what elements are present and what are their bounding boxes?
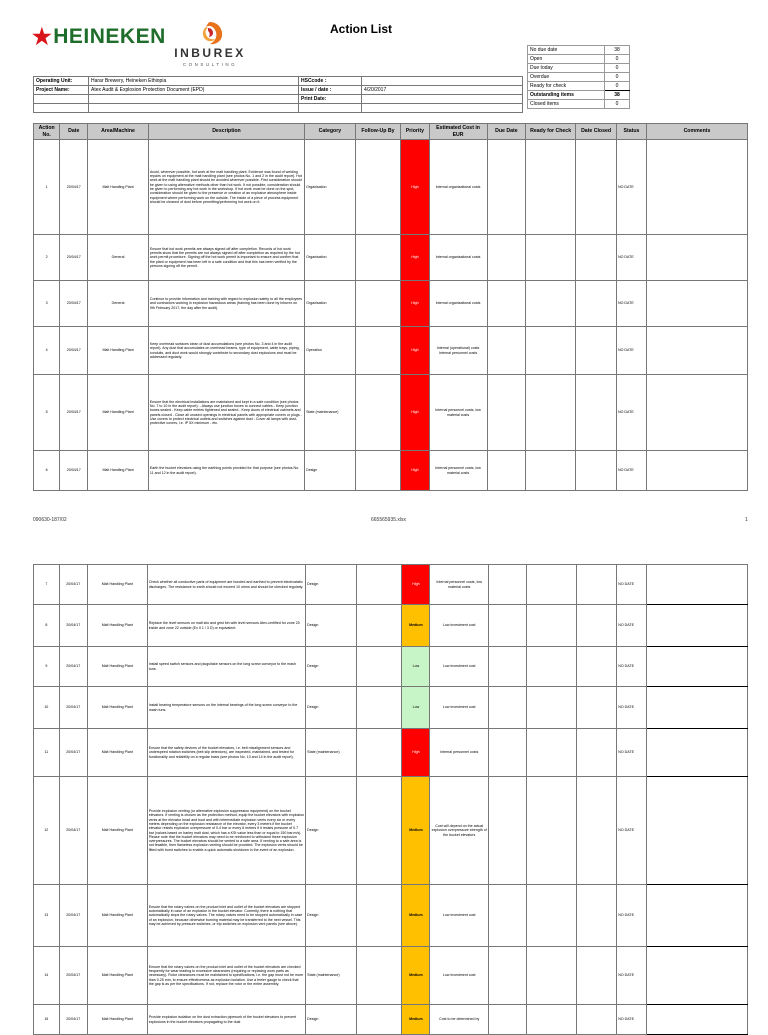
action-date: 20/04/17	[59, 777, 87, 885]
action-date: 20/04/17	[59, 565, 87, 605]
action-description: Continue to provide information and training with regard to explosion safety to all the employees and contractors working in explosion hazardous areas (training has been done by Inburex on 9th February 2017, the day after the audit).	[148, 281, 304, 327]
action-number: 6	[34, 451, 60, 491]
date-closed	[576, 451, 617, 491]
project-name-label: Project Name:	[34, 86, 89, 95]
follow-up-by	[355, 327, 401, 375]
follow-up-by	[357, 885, 402, 947]
action-priority: Medium	[402, 885, 430, 947]
estimated-cost: Internal (operational) costs Internal personnel costs	[429, 327, 487, 375]
action-priority: High	[401, 375, 429, 451]
inburex-logo-subtext: CONSULTING	[182, 62, 238, 67]
area-machine: Malt Handling Plant	[87, 885, 147, 947]
column-header: Due Date	[487, 124, 526, 140]
status-summary-row	[528, 64, 630, 73]
ready-for-check	[526, 281, 576, 327]
action-date: 20/04/17	[59, 687, 87, 729]
follow-up-by	[357, 729, 402, 777]
action-category: Design	[306, 565, 357, 605]
date-closed	[576, 327, 617, 375]
issue-date-value: 4/20/2017	[362, 86, 523, 95]
action-description: Ensure that the rotary valves on the product inlet and outlet of the bucket elevators are stopped automatically in case of an explosion in the bucket elevator. Currently, there is nothing that automatically stops the rotary valves. The rotary valves need to be stopped automatically in case of an explosion, because otherwise burning material may be transferred to the next vessel. This may be achieved by pressure switches, or trip switches on explosion vent panels (see above).	[147, 885, 305, 947]
area-machine: Malt Handling Plant	[87, 1005, 147, 1035]
ready-for-check	[527, 777, 577, 885]
ready-for-check	[526, 327, 576, 375]
date-closed	[576, 729, 616, 777]
action-status: NO DATE	[617, 281, 647, 327]
action-description: Ensure that the safety devices of the bucket elevators, i.e. belt misalignment sensors and underspeed rotation switches (belt slip detectors), are inspected, maintained, and tested for functionality and reliability on a regular basis (see photos No. 13 and 14 in the audit report).	[147, 729, 305, 777]
comments	[646, 375, 747, 451]
table-row	[34, 451, 748, 491]
action-priority: Medium	[402, 605, 430, 647]
action-description: Check whether all conductive parts of equipment are bonded and earthed to prevent electrostatic discharges. The resistance to earth should not exceed 10 ohms and should be checked regularly.	[147, 565, 305, 605]
table-row	[34, 327, 748, 375]
due-date	[487, 235, 526, 281]
action-status: NO DATE	[617, 235, 647, 281]
action-date: 20/04/17	[59, 729, 87, 777]
table-row	[34, 885, 748, 947]
action-description: Provide explosion venting (or alternative explosion suppression equipment) on the bucket elevators. If venting is chosen as the protection method, equip the bucket elevators with explosion vents at the elevator head and boot and with intermediate explosion vents every six or every meters depending on the explosion resistance of the elevator, every 3 meters if the bucket elevator resists explosion overpressure of 0.4 bar or every 6 meters if it resists pressure of 0.7 bar (values based on barley malt dust, which has a KSt value less than or equal to 150 bar.m/s). Please note that the bucket elevators may need to be reinforced to withstand these explosion overpressures. The bucket elevators should be vented to a safe area. If venting to a safe area is not feasible, then flameless explosion venting should be provided. The explosion vents should be fitted with burst switches to enable a quick automatic shutdown in the event of an explosion.	[147, 777, 305, 885]
due-date	[488, 647, 526, 687]
table-row	[34, 565, 748, 605]
action-priority: High	[401, 451, 429, 491]
action-description: Ensure that the electrical installations are maintained and kept in a safe condition (see photos No. 7 to 10 in the audit report): - Always use junction boxes to connect cables - Keep junction boxes sealed - Keep cable entries tightened and sealed - Keep doors of electrical cabinets and panels closed - Close all unused openings in electrical panels with appropriate covers or plugs - Use covers to protect electrical outlets and switches against dust - Cover all lamps with dust-protective covers, i.e. IP 5X minimum - etc.	[148, 375, 304, 451]
ready-for-check	[527, 647, 577, 687]
footer-filename: 665565935.xlsx	[371, 517, 407, 523]
action-number: 2	[34, 235, 60, 281]
table-row	[34, 235, 748, 281]
date-closed	[576, 605, 616, 647]
estimated-cost: Low investment cost	[430, 687, 488, 729]
table-row	[34, 605, 748, 647]
action-category: Organisation	[305, 235, 356, 281]
due-date	[487, 451, 526, 491]
action-description: Ensure that hot work permits are always signed off after completion. Records of hot work permits show that the permits are not always signed off after completion as required by the hot work permit procedure. Signing off the hot work permit is important to ensure and confirm that the plant or equipment has been left in a safe condition and that this has been verified by the persons signing off the permit.	[148, 235, 304, 281]
project-info-table	[33, 76, 523, 113]
action-date: 20/04/17	[60, 375, 88, 451]
date-closed	[576, 777, 616, 885]
action-number: 7	[34, 565, 60, 605]
action-category: State (maintenance)	[306, 947, 357, 1005]
status-summary-table	[527, 45, 630, 109]
action-number: 14	[34, 947, 60, 1005]
action-status: NO DATE	[617, 885, 647, 947]
estimated-cost: Internal personnel costs, low material costs	[429, 451, 487, 491]
estimated-cost: Internal organisational costs	[429, 281, 487, 327]
action-number: 8	[34, 605, 60, 647]
comments	[647, 777, 748, 885]
ready-for-check	[527, 1005, 577, 1035]
table-row	[34, 947, 748, 1005]
due-date	[488, 1005, 526, 1035]
action-status: NO DATE	[617, 1005, 647, 1035]
follow-up-by	[357, 605, 402, 647]
action-priority: Medium	[402, 947, 430, 1005]
estimated-cost: Internal personnel costs	[430, 729, 488, 777]
due-date	[488, 777, 526, 885]
table-row	[34, 1005, 748, 1035]
action-number: 5	[34, 375, 60, 451]
date-closed	[576, 235, 617, 281]
action-number: 15	[34, 1005, 60, 1035]
status-summary-label: Closed items	[528, 100, 605, 109]
action-date: 20/04/17	[59, 885, 87, 947]
status-summary-value: 0	[605, 55, 630, 64]
ready-for-check	[527, 687, 577, 729]
table-row	[34, 140, 748, 235]
follow-up-by	[357, 647, 402, 687]
status-summary-row	[528, 73, 630, 82]
action-list-table-page1	[33, 123, 748, 491]
estimated-cost: Low investment cost	[430, 885, 488, 947]
action-number: 9	[34, 647, 60, 687]
follow-up-by	[357, 947, 402, 1005]
comments	[647, 687, 748, 729]
due-date	[487, 281, 526, 327]
estimated-cost: Cost will depend on the actual explosion overpressure strength of the bucket elevators	[430, 777, 488, 885]
area-machine: Malt Handling Plant	[88, 375, 149, 451]
column-header: Status	[617, 124, 647, 140]
ready-for-check	[527, 565, 577, 605]
hscode-value	[362, 77, 523, 86]
column-header: Follow-Up By	[355, 124, 401, 140]
comments	[647, 565, 748, 605]
action-status: NO DATE	[617, 327, 647, 375]
project-name-value: Atex Audit & Explosion Protection Document (EPD)	[89, 86, 299, 95]
action-description: Install bearing temperature sensors on the internal bearings of the long screw conveyor to the mash tuns.	[147, 687, 305, 729]
action-priority: High	[401, 140, 429, 235]
comments	[646, 235, 747, 281]
issue-date-label: Issue / date :	[299, 86, 362, 95]
action-status: NO DATE	[617, 647, 647, 687]
area-machine: Malt Handling Plant	[88, 140, 149, 235]
due-date	[488, 885, 526, 947]
action-date: 20/04/17	[59, 647, 87, 687]
comments	[647, 729, 748, 777]
action-number: 11	[34, 729, 60, 777]
heineken-logo-text: HEINEKEN	[53, 25, 166, 48]
status-summary-row	[528, 46, 630, 55]
inburex-logo	[155, 20, 265, 75]
action-status: NO DATE	[617, 140, 647, 235]
follow-up-by	[355, 281, 401, 327]
action-description: Install speed switch sensors and plugs/take sensors on the long screw conveyor to the mash tuns.	[147, 647, 305, 687]
estimated-cost: Internal organisational costs	[429, 140, 487, 235]
operating-unit-label: Operating Unit:	[34, 77, 89, 86]
ready-for-check	[526, 451, 576, 491]
table-row	[34, 647, 748, 687]
action-number: 12	[34, 777, 60, 885]
action-priority: High	[401, 327, 429, 375]
estimated-cost: Low investment cost	[430, 647, 488, 687]
action-category: Design	[306, 777, 357, 885]
comments	[647, 647, 748, 687]
date-closed	[576, 647, 616, 687]
action-number: 3	[34, 281, 60, 327]
due-date	[488, 947, 526, 1005]
action-priority: Medium	[402, 777, 430, 885]
due-date	[488, 565, 526, 605]
footer-page-number: 1	[745, 517, 748, 523]
due-date	[488, 605, 526, 647]
action-date: 20/04/17	[60, 451, 88, 491]
table-row	[34, 777, 748, 885]
action-description: Earth the bucket elevators using the earthing points provided for that purpose (see photos No. 11 and 12 in the audit report).	[148, 451, 304, 491]
action-status: NO DATE	[617, 947, 647, 1005]
action-category: Design	[306, 687, 357, 729]
comments	[647, 605, 748, 647]
action-status: NO DATE	[617, 729, 647, 777]
star-icon: ★	[32, 24, 53, 49]
estimated-cost: Internal personnel costs, low material costs	[430, 565, 488, 605]
status-summary-row	[528, 91, 630, 100]
date-closed	[576, 375, 617, 451]
print-date-label: Print Date:	[299, 95, 362, 104]
ready-for-check	[527, 605, 577, 647]
column-header: Date	[60, 124, 88, 140]
date-closed	[576, 281, 617, 327]
area-machine: Malt Handling Plant	[87, 647, 147, 687]
column-header: Ready for Check	[526, 124, 576, 140]
action-description: Avoid, wherever possible, hot work at the malt handling plant. Evidence was found of welding repairs on equipment at the malt handling plant (see photos No. 1 and 2 in the audit report). Hot work at the malt handling plant should be avoided wherever possible. First consideration should be given to using alternative methods other than hot work. If not possible, consideration should be given to performing any hot work in the workshop. If hot work must be done on the spot, consideration should be given to the presence or creation of an explosive atmosphere inside equipment where performing work on the outside. The inside of a piece of process equipment should be cleaned of dust before permitting/performing hot work on it.	[148, 140, 304, 235]
status-summary-value: 0	[605, 73, 630, 82]
action-status: NO DATE	[617, 565, 647, 605]
estimated-cost: Internal organisational costs	[429, 235, 487, 281]
status-summary-row	[528, 55, 630, 64]
inburex-logo-text: INBUREX	[174, 46, 246, 60]
due-date	[487, 327, 526, 375]
page-title: Action List	[330, 22, 392, 36]
action-category: Design	[306, 1005, 357, 1035]
operating-unit-value: Harar Brewery, Heineken Ethiopia	[89, 77, 299, 86]
area-machine: General	[88, 281, 149, 327]
action-status: NO DATE	[617, 451, 647, 491]
action-status: NO DATE	[617, 777, 647, 885]
action-category: Design	[306, 647, 357, 687]
date-closed	[576, 885, 616, 947]
print-date-value	[362, 95, 523, 104]
ready-for-check	[527, 885, 577, 947]
hscode-label: HSCcode :	[299, 77, 362, 86]
heineken-logo	[32, 24, 166, 50]
follow-up-by	[355, 140, 401, 235]
estimated-cost: Cost to be determined by	[430, 1005, 488, 1035]
action-description: Ensure that the rotary valves on the product inlet and outlet of the bucket elevators are checked frequently for wear leading to excessive clearances (requiring or replacing worn parts as necessary). Rotor clearances must be maintained to specifications, i.e. the gap must not be more than 0.25 mm, to ensure effectiveness as explosion isolation. Use a feeler gauge to check that the gap is as per the specifications. If not, replace the rotor or the entire assembly.	[147, 947, 305, 1005]
area-machine: Malt Handling Plant	[87, 687, 147, 729]
status-summary-row	[528, 100, 630, 109]
action-priority: High	[402, 565, 430, 605]
action-category: Design	[306, 885, 357, 947]
comments	[646, 451, 747, 491]
action-date: 20/04/17	[59, 1005, 87, 1035]
column-header: Date Closed	[576, 124, 617, 140]
due-date	[488, 729, 526, 777]
action-number: 13	[34, 885, 60, 947]
ready-for-check	[527, 729, 577, 777]
action-status: NO DATE	[617, 605, 647, 647]
follow-up-by	[357, 687, 402, 729]
action-status: NO DATE	[617, 687, 647, 729]
date-closed	[576, 947, 616, 1005]
due-date	[487, 375, 526, 451]
comments	[647, 1005, 748, 1035]
date-closed	[576, 687, 616, 729]
ready-for-check	[527, 947, 577, 1005]
action-list-table-page2	[33, 564, 748, 1035]
ready-for-check	[526, 140, 576, 235]
action-priority: Low	[402, 687, 430, 729]
follow-up-by	[355, 451, 401, 491]
due-date	[488, 687, 526, 729]
area-machine: Malt Handling Plant	[88, 451, 149, 491]
action-date: 20/04/17	[59, 605, 87, 647]
action-priority: High	[401, 281, 429, 327]
action-priority: Low	[402, 647, 430, 687]
table-row	[34, 375, 748, 451]
status-summary-row	[528, 82, 630, 91]
column-header: Estimated Cost in EUR	[429, 124, 487, 140]
action-priority: High	[401, 235, 429, 281]
status-summary-value: 38	[605, 46, 630, 55]
column-header: Comments	[646, 124, 747, 140]
action-category: Organisation	[305, 140, 356, 235]
action-date: 20/04/17	[59, 947, 87, 1005]
action-category: Organisation	[305, 281, 356, 327]
comments	[646, 140, 747, 235]
date-closed	[576, 1005, 616, 1035]
status-summary-value: 0	[605, 64, 630, 73]
follow-up-by	[357, 1005, 402, 1035]
footer-reference: 090630-187/02	[33, 517, 67, 523]
follow-up-by	[357, 565, 402, 605]
action-category: Operation	[305, 327, 356, 375]
follow-up-by	[357, 777, 402, 885]
follow-up-by	[355, 235, 401, 281]
due-date	[487, 140, 526, 235]
follow-up-by	[355, 375, 401, 451]
table-row	[34, 729, 748, 777]
status-summary-value: 0	[605, 100, 630, 109]
area-machine: Malt Handling Plant	[87, 565, 147, 605]
status-summary-label: Overdue	[528, 73, 605, 82]
action-category: Design	[306, 605, 357, 647]
column-header: Action No.	[34, 124, 60, 140]
action-category: State (maintenance)	[306, 729, 357, 777]
status-summary-value: 0	[605, 82, 630, 91]
comments	[646, 281, 747, 327]
status-summary-label: Outstanding items	[528, 91, 605, 100]
action-description: Replace the level sensors on malt silo and grist bin with level sensors Atex-certified for zone 20 inside and zone 22 outside (Ex II 1 / 3 D) or equivalent.	[147, 605, 305, 647]
ready-for-check	[526, 375, 576, 451]
area-machine: Malt Handling Plant	[87, 947, 147, 1005]
action-number: 10	[34, 687, 60, 729]
comments	[647, 885, 748, 947]
action-date: 20/04/17	[60, 281, 88, 327]
area-machine: General	[88, 235, 149, 281]
action-description: Provide explosion isolation on the dust extraction pipework of the bucket elevators to prevent explosions in the bucket elevators propagating to the dust	[147, 1005, 305, 1035]
action-date: 20/04/17	[60, 140, 88, 235]
date-closed	[576, 565, 616, 605]
comments	[647, 947, 748, 1005]
table-row	[34, 687, 748, 729]
column-header: Category	[305, 124, 356, 140]
action-category: State (maintenance)	[305, 375, 356, 451]
comments	[646, 327, 747, 375]
action-priority: High	[402, 729, 430, 777]
action-date: 20/04/17	[60, 327, 88, 375]
action-date: 20/04/17	[60, 235, 88, 281]
status-summary-value: 38	[605, 91, 630, 100]
status-summary-label: Open	[528, 55, 605, 64]
table-row	[34, 281, 748, 327]
action-number: 1	[34, 140, 60, 235]
column-header: Area/Machine	[88, 124, 149, 140]
action-category: Design	[305, 451, 356, 491]
estimated-cost: Low investment cost	[430, 947, 488, 1005]
status-summary-label: Due today	[528, 64, 605, 73]
area-machine: Malt Handling Plant	[88, 327, 149, 375]
estimated-cost: Low investment cost	[430, 605, 488, 647]
action-description: Keep overhead surfaces clean of dust accumulations (see photos No. 3 and 4 in the audit report). Any dust that accumulates on overhead beams, type of equipment, cable trays, piping, conduits, and duct work would strongly contribute to secondary dust explosions and must be addressed regularly.	[148, 327, 304, 375]
ready-for-check	[526, 235, 576, 281]
area-machine: Malt Handling Plant	[87, 729, 147, 777]
action-number: 4	[34, 327, 60, 375]
estimated-cost: Internal personnel costs, low material costs	[429, 375, 487, 451]
date-closed	[576, 140, 617, 235]
inburex-swirl-icon	[196, 20, 224, 46]
column-header: Description	[148, 124, 304, 140]
action-priority: Medium	[402, 1005, 430, 1035]
status-summary-label: No due date	[528, 46, 605, 55]
area-machine: Malt Handling Plant	[87, 777, 147, 885]
column-header: Priority	[401, 124, 429, 140]
status-summary-label: Ready for check	[528, 82, 605, 91]
area-machine: Malt Handling Plant	[87, 605, 147, 647]
action-status: NO DATE	[617, 375, 647, 451]
